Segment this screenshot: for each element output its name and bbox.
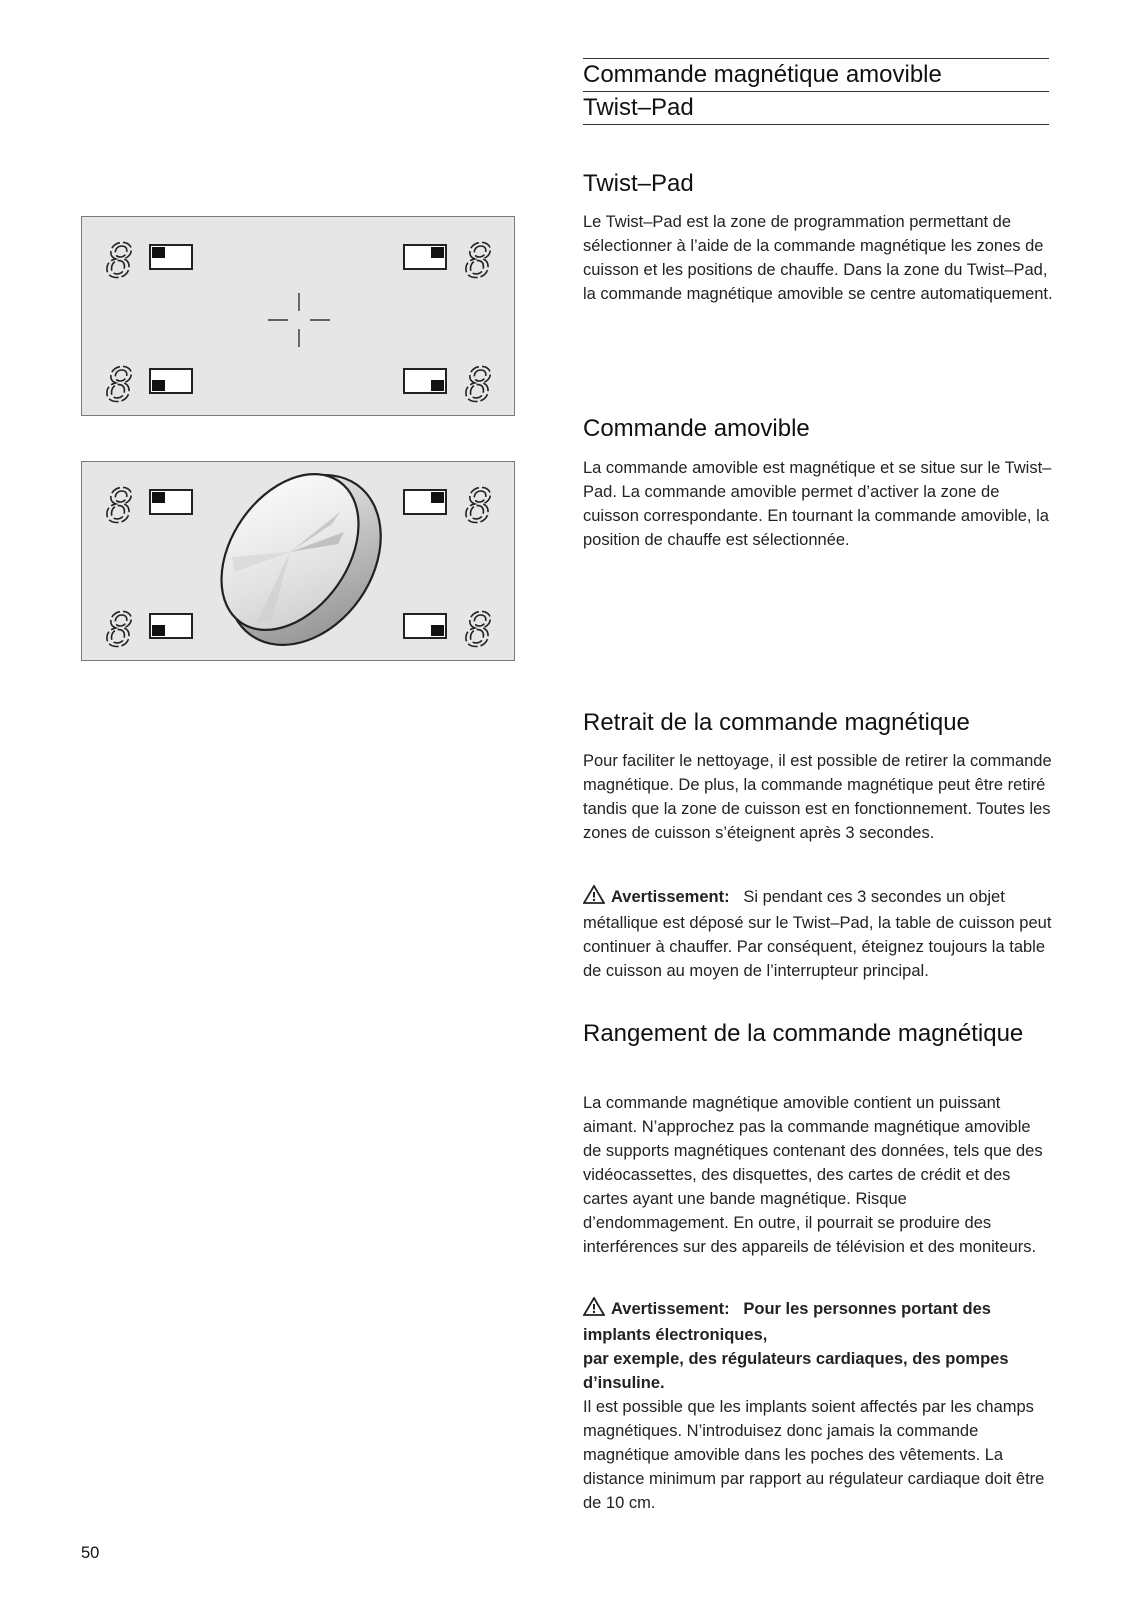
zone-digit-front-left: 8: [106, 479, 134, 533]
warning-text: Il est possible que les implants soient affectés par les champs magnétiques. N’introduisez donc jamais la commande magnétique amovible dans les poches des vêtements. La distance minimum par rapport au régulateur cardiaque doit être de 10 cm.: [583, 1398, 1045, 1512]
warning-rangement: [583, 1297, 1053, 1515]
zone-digit-front-right: 8: [465, 234, 493, 288]
chapter-title-line1: Commande magnétique amovible: [583, 58, 1049, 91]
chapter-header: [583, 58, 1049, 125]
center-crosshair: [268, 293, 330, 347]
twistpad-panel-diagram: [81, 216, 515, 416]
zone-digit-rear-right: 8: [465, 358, 493, 412]
warning-label: Avertissement:: [611, 888, 730, 906]
warning-triangle-icon: [583, 885, 605, 911]
chapter-title-line2: Twist–Pad: [583, 91, 1049, 125]
warning-text: Si pendant ces 3 secondes un objet métallique est déposé sur le Twist–Pad, la table de cuisson peut continuer à chauffer. Par conséquent, éteignez toujours la table de cuisson au moyen de l’interrupteur principal.: [583, 888, 1052, 980]
zone-digit-rear-left: 8: [106, 358, 134, 412]
zone-digit-front-right: 8: [465, 479, 493, 533]
warning-triangle-icon: [583, 1297, 605, 1323]
section-text-rangement: La commande magnétique amovible contient un puissant aimant. N’approchez pas la commande magnétique amovible de supports magnétiques contenant des données, tels que des vidéocassettes, des disquettes, des cartes de crédit et des cartes ayant une bande magnétique. Risque d’endommagement. En outre, il pourrait se produire des interférences sur des appareils de télévision et des moniteurs.: [583, 1094, 1043, 1256]
twistpad-knob-illustration: [82, 462, 516, 662]
warning-label: Avertissement:: [611, 1300, 730, 1318]
twistpad-panel-illustration: [82, 217, 516, 417]
section-text-retrait: Pour faciliter le nettoyage, il est possible de retirer la commande magnétique. De plus, la commande magnétique peut être retiré tandis que la zone de cuisson est en fonctionnement. Toutes les zones de cuisson s’éteignent après 3 secondes.: [583, 752, 1052, 842]
page-number: 50: [81, 1544, 100, 1562]
section-title-retrait: Retrait de la commande magnétique: [583, 709, 970, 736]
section-title-twistpad: Twist–Pad: [583, 170, 694, 197]
section-text-twistpad: Le Twist–Pad est la zone de programmation permettant de sélectionner à l’aide de la commande magnétique les zones de cuisson et les positions de chauffe. Dans la zone du Twist–Pad, la commande magnétique amovible se centre automatiquement.: [583, 213, 1053, 303]
zone-digit-rear-right: 8: [465, 603, 493, 657]
section-title-rangement: Rangement de la commande magnétique: [583, 1020, 1024, 1047]
zone-digit-front-left: 8: [106, 234, 134, 288]
section-text-commande: La commande amovible est magnétique et se situe sur le Twist–Pad. La commande amovible permet d’activer la zone de cuisson correspondante. En tournant la commande amovible, la position de chauffe est sélectionnée.: [583, 459, 1052, 549]
warning-bold-line2: par exemple, des régulateurs cardiaques, des pompes d’insuline.: [583, 1350, 1009, 1392]
zone-digit-rear-left: 8: [106, 603, 134, 657]
warning-retrait: [583, 885, 1053, 983]
twistpad-knob-panel-diagram: [81, 461, 515, 661]
warning-bold-line1: Pour les personnes portant des implants électroniques,: [583, 1300, 991, 1344]
magnetic-knob-illustration: [193, 462, 412, 662]
section-title-commande: Commande amovible: [583, 415, 810, 442]
